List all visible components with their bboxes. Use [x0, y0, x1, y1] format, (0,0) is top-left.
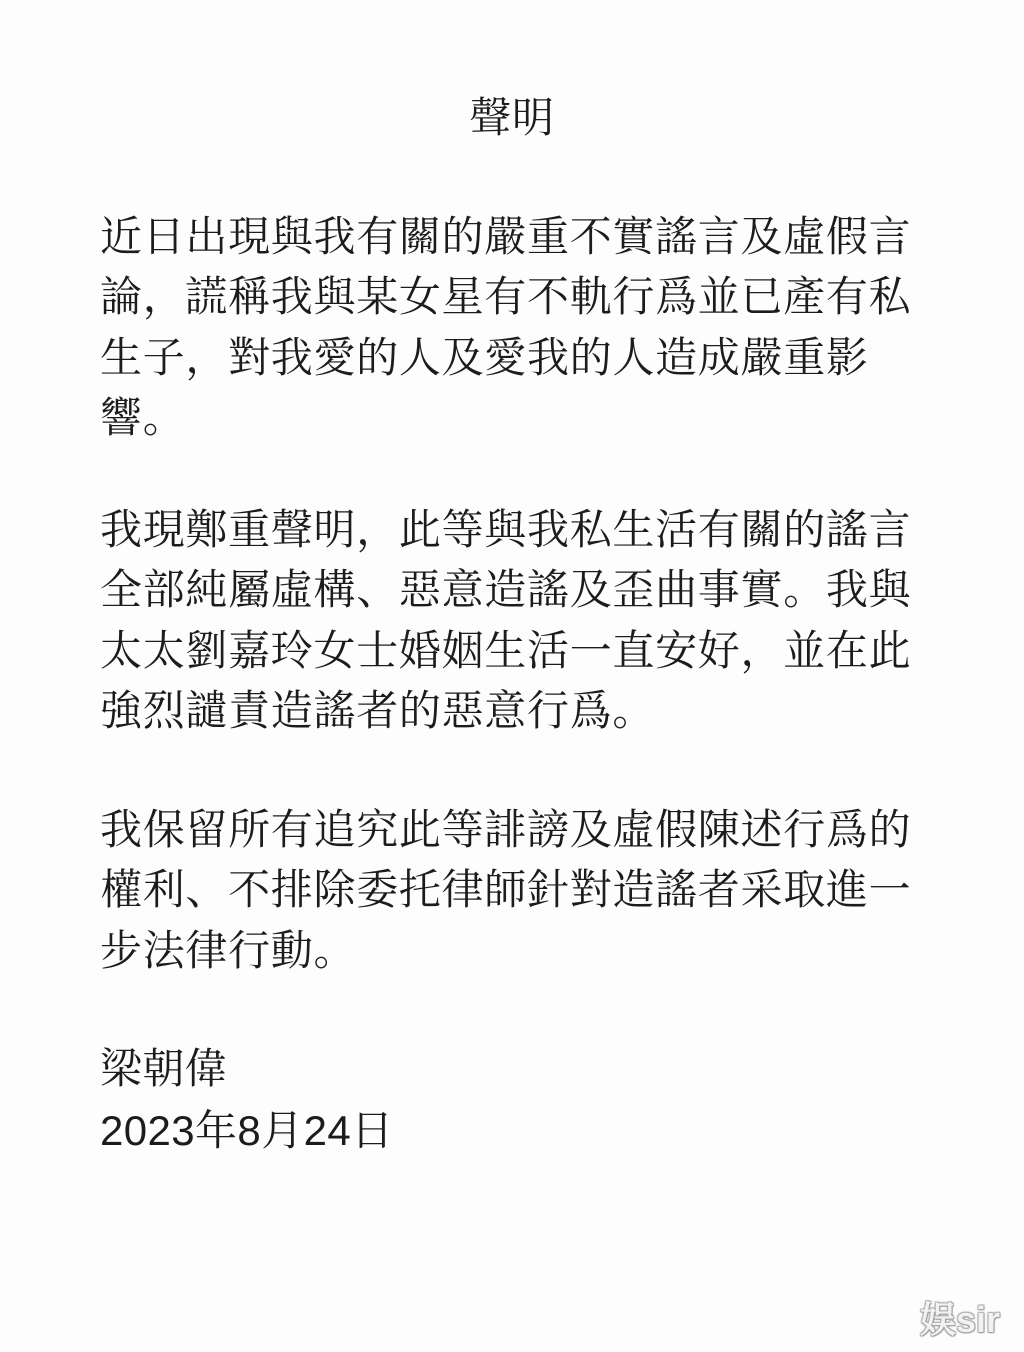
paragraph-line: 生子，對我愛的人及愛我的人造成嚴重影: [100, 333, 869, 381]
paragraph-line: 我現鄭重聲明，此等與我私生活有關的謠言: [100, 506, 912, 553]
paragraph-line: 強烈譴責造謠者的惡意行爲。: [100, 686, 656, 734]
signature-block: [100, 1038, 700, 1162]
paragraph-line: 權利、不排除委托律師針對造謠者采取進一: [100, 866, 912, 914]
statement-title: 聲明: [469, 94, 555, 141]
paragraph-line: 太太劉嘉玲女士婚姻生活一直安好，並在此: [100, 626, 912, 674]
paragraph-line: 近日出現與我有關的嚴重不實謠言及虛假言: [100, 213, 912, 260]
paragraph-declaration: [100, 500, 980, 741]
paragraph-legal-reservation: [100, 800, 980, 981]
signature-name: 梁朝偉: [100, 1045, 228, 1092]
paragraph-rumor-description: [100, 207, 980, 448]
paragraph-line: 響。: [100, 393, 186, 441]
paragraph-line: 論，謊稱我與某女星有不軌行爲並已產有私: [100, 273, 912, 321]
paragraph-line: 我保留所有追究此等誹謗及虛假陳述行爲的: [100, 806, 912, 853]
paragraph-line: 步法律行動。: [100, 926, 357, 974]
paragraph-line: 全部純屬虛構、惡意造謠及歪曲事實。我與: [100, 566, 912, 614]
watermark: 娱sir: [919, 1299, 1000, 1340]
signature-date: 2023年8月24日: [100, 1107, 394, 1154]
